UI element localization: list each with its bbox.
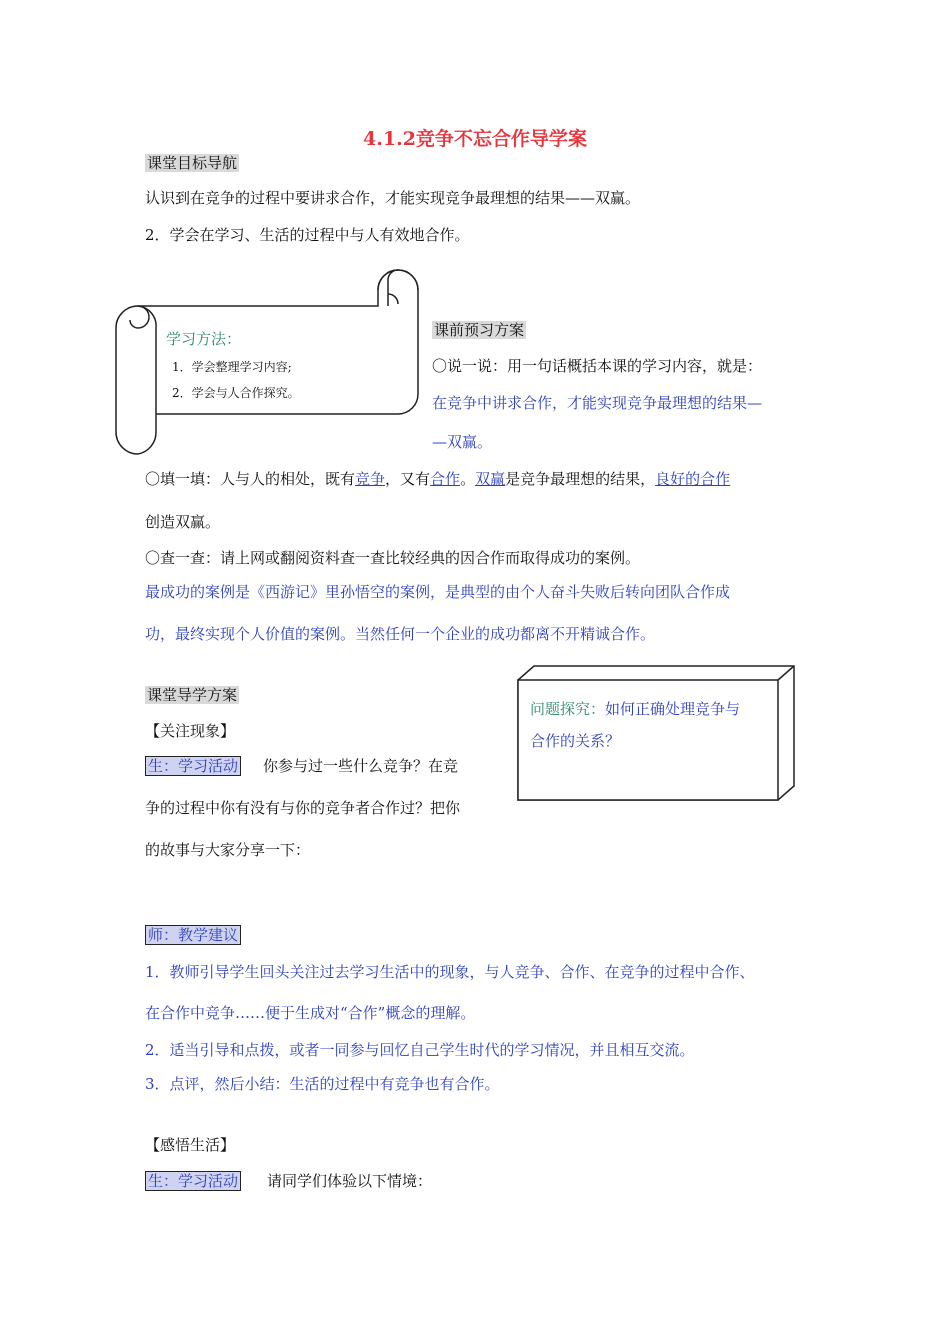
teacher-item-2: 2．适当引导和点拨，或者一同参与回忆自己学生时代的学习情况，并且相互交流。 — [145, 1041, 695, 1059]
say-answer-1: 在竞争中讲求合作，才能实现竞争最理想的结果— — [432, 394, 763, 412]
inquiry-line-1: 问题探究：如何正确处理竞争与 — [530, 700, 741, 718]
fill-suffix: 创造双赢。 — [145, 513, 221, 531]
fill-blank-4: 良好的合作 — [655, 470, 731, 488]
guide-heading: 课堂导学方案 — [147, 686, 238, 704]
activity-line-1: 生：学习活动 你参与过一些什么竞争？在竞 — [145, 757, 458, 775]
section-feel-life: 【感悟生活】 — [145, 1136, 236, 1154]
check-answer-1: 最成功的案例是《西游记》里孙悟空的案例，是典型的由个人奋斗失败后转向团队合作成 — [145, 583, 731, 601]
check-prompt: 〇查一查：请上网或翻阅资料查一查比较经典的因合作而取得成功的案例。 — [145, 549, 641, 567]
teacher-item-1b: 在合作中竞争……便于生成对“合作”概念的理解。 — [145, 1004, 476, 1022]
preview-heading: 课前预习方案 — [434, 321, 525, 339]
inquiry-line-2: 合作的关系？ — [530, 732, 621, 750]
student-activity-tag-2: 生：学习活动 — [145, 1171, 241, 1191]
teacher-suggestion-tag: 师：教学建议 — [145, 925, 241, 945]
goal-line-2: 2．学会在学习、生活的过程中与人有效地合作。 — [145, 226, 470, 244]
activity-line-4: 生：学习活动 请同学们体验以下情境： — [145, 1172, 432, 1190]
teacher-item-3: 3．点评，然后小结：生活的过程中有竞争也有合作。 — [145, 1075, 500, 1093]
teacher-item-1a: 1．教师引导学生回头关注过去学习生活中的现象，与人竞争、合作、在竞争的过程中合作、 — [145, 963, 755, 981]
activity-line-3: 的故事与大家分享一下： — [145, 841, 311, 859]
goal-line-1: 认识到在竞争的过程中要讲求合作，才能实现竞争最理想的结果——双赢。 — [145, 189, 641, 207]
student-activity-tag: 生：学习活动 — [145, 756, 241, 776]
method-label: 学习方法： — [166, 330, 242, 348]
activity-line-2: 争的过程中你有没有与你的竞争者合作过？把你 — [145, 799, 461, 817]
method-item-2: 2．学会与人合作探究。 — [172, 386, 300, 400]
method-item-1: 1．学会整理学习内容; — [172, 360, 292, 374]
inquiry-label: 问题探究： — [530, 700, 606, 718]
say-answer-2: —双赢。 — [432, 433, 493, 451]
fill-line: 〇填一填：人与人的相处，既有竞争，又有合作。双赢是竞争最理想的结果，良好的合作 — [145, 470, 731, 488]
fill-blank-3: 双赢 — [475, 470, 506, 488]
section-focus-phenomena: 【关注现象】 — [145, 722, 236, 740]
say-prompt: 〇说一说：用一句话概括本课的学习内容，就是： — [432, 357, 763, 375]
teacher-tag-line — [145, 926, 241, 944]
page-title: 4.1.2竞争不忘合作导学案 — [363, 128, 587, 150]
fill-blank-2: 合作 — [430, 470, 461, 488]
check-answer-2: 功，最终实现个人价值的案例。当然任何一个企业的成功都离不开精诚合作。 — [145, 625, 656, 643]
goal-heading: 课堂目标导航 — [147, 154, 238, 172]
fill-blank-1: 竞争 — [355, 470, 386, 488]
